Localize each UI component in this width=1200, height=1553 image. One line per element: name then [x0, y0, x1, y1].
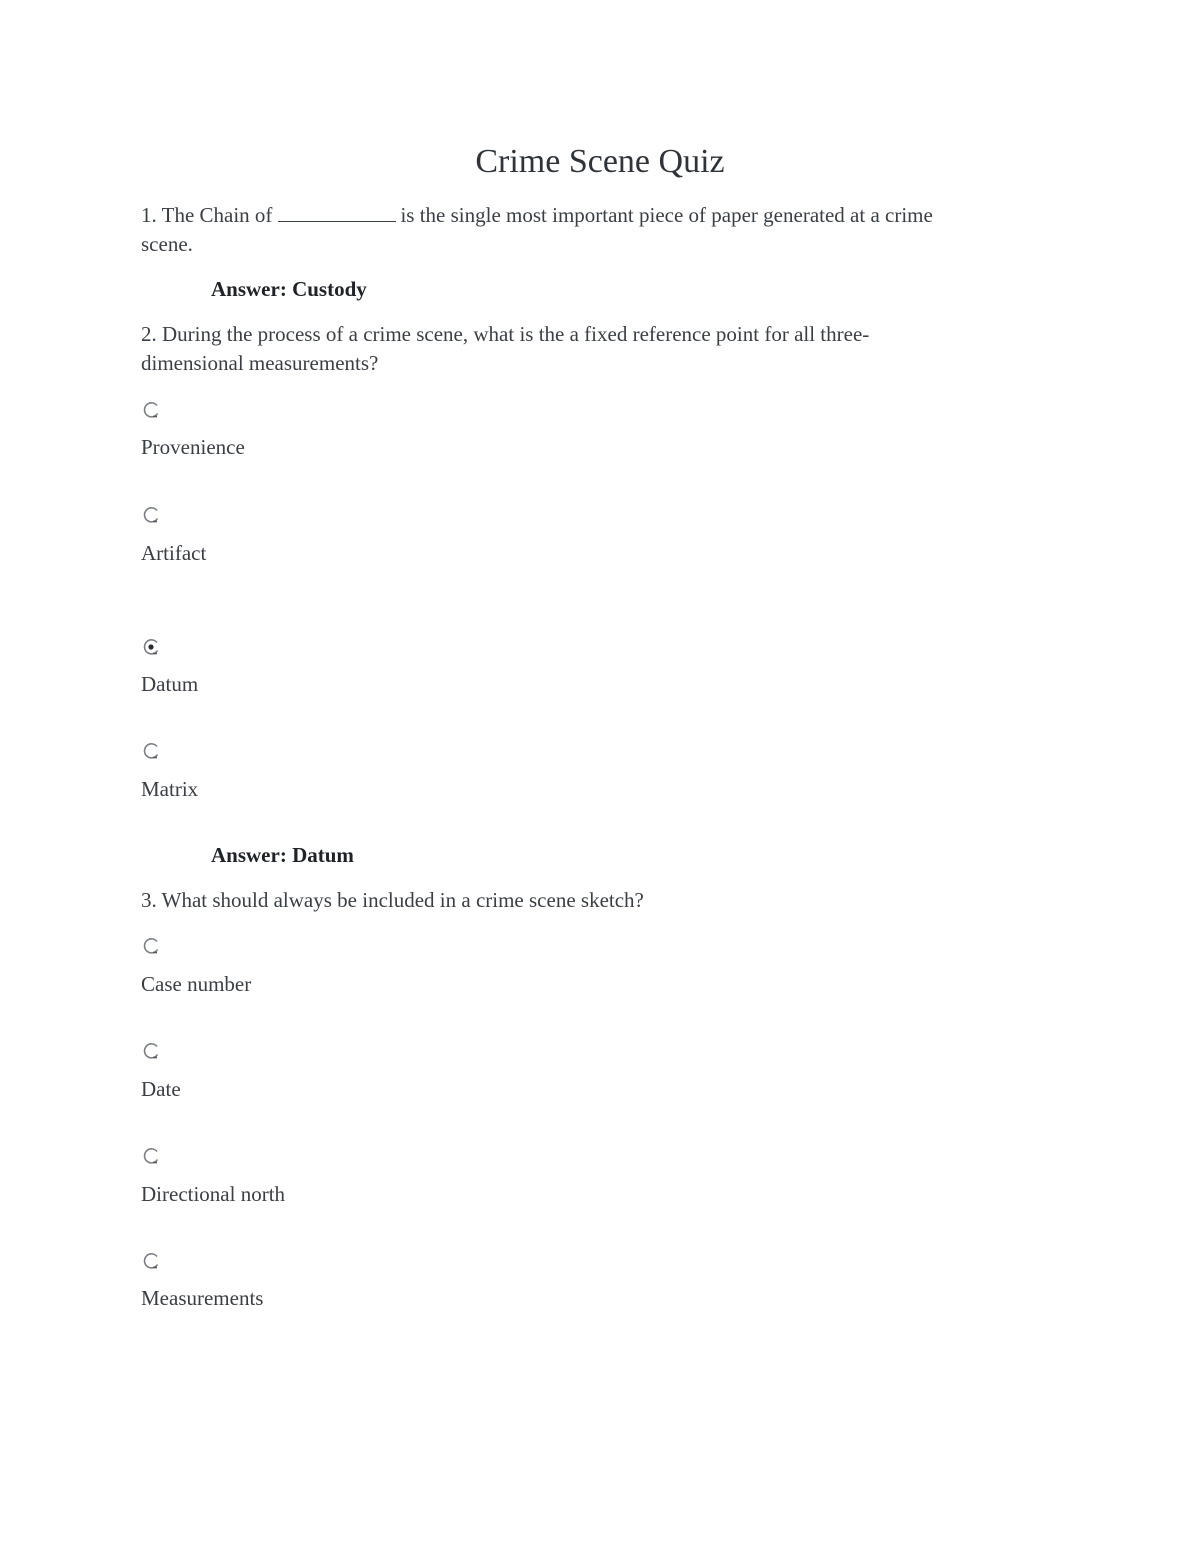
radio-unchecked-icon — [143, 1252, 161, 1270]
question-3: 3. What should always be included in a crime scene sketch? — [141, 888, 644, 912]
radio-unchecked-icon — [143, 506, 161, 524]
radio-directional-north[interactable] — [143, 1147, 161, 1165]
question-1-prefix: 1. The Chain of — [141, 203, 273, 227]
radio-case-number[interactable] — [143, 937, 161, 955]
page-title: Crime Scene Quiz — [475, 143, 725, 180]
fill-in-blank — [278, 203, 396, 222]
question-2-line-2: dimensional measurements? — [141, 351, 379, 375]
option-case-number: Case number — [141, 972, 252, 996]
question-2 — [141, 320, 1041, 378]
option-matrix: Matrix — [141, 777, 199, 801]
radio-provenience[interactable] — [143, 401, 161, 419]
question-2-answer: Answer: Datum — [211, 843, 354, 867]
option-datum: Datum — [141, 672, 199, 696]
radio-unchecked-icon — [143, 1042, 161, 1060]
radio-date[interactable] — [143, 1042, 161, 1060]
question-1-answer: Answer: Custody — [211, 277, 367, 301]
radio-unchecked-icon — [143, 1147, 161, 1165]
radio-measurements[interactable] — [143, 1252, 161, 1270]
question-1-suffix-cont: scene. — [141, 232, 193, 256]
radio-checked-icon — [143, 638, 161, 656]
radio-matrix[interactable] — [143, 742, 161, 760]
radio-artifact[interactable] — [143, 506, 161, 524]
question-1-suffix: is the single most important piece of paper generated at a crime — [400, 203, 933, 227]
option-provenience: Provenience — [141, 435, 245, 459]
option-artifact: Artifact — [141, 541, 207, 565]
question-2-line-1: 2. During the process of a crime scene, what is the a fixed reference point for all three- — [141, 322, 870, 346]
option-directional-north: Directional north — [141, 1182, 286, 1206]
option-measurements: Measurements — [141, 1286, 264, 1310]
radio-datum[interactable] — [143, 638, 161, 656]
radio-unchecked-icon — [143, 742, 161, 760]
radio-unchecked-icon — [143, 937, 161, 955]
question-1 — [141, 201, 1041, 259]
option-date: Date — [141, 1077, 181, 1101]
radio-unchecked-icon — [143, 401, 161, 419]
